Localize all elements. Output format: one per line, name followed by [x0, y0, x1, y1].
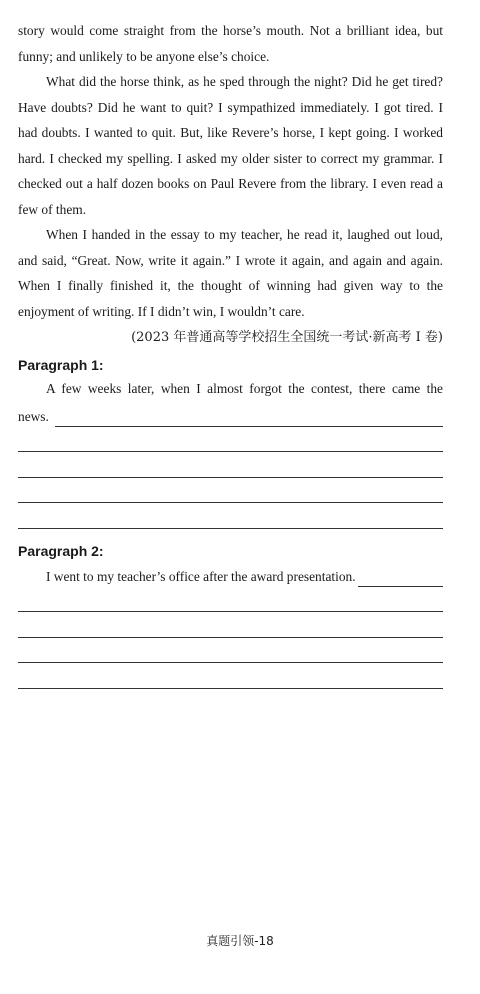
answer-line[interactable] [358, 570, 443, 587]
answer-line[interactable] [18, 427, 443, 453]
answer-line[interactable] [18, 612, 443, 638]
page-number: 真题引领-18 [206, 934, 274, 948]
paragraph-2-title: Paragraph 2: [18, 542, 104, 559]
paragraph-1-prompt-continuation: news. [18, 408, 49, 424]
paragraph-2-prompt: I went to my teacher’s office after the award presentation. [46, 568, 356, 584]
answer-line[interactable] [18, 478, 443, 504]
answer-line[interactable] [55, 410, 443, 427]
answer-line[interactable] [18, 587, 443, 613]
answer-line[interactable] [18, 452, 443, 478]
answer-line[interactable] [18, 638, 443, 664]
paragraph-2-first-answer-row [18, 562, 443, 587]
answer-line[interactable] [18, 503, 443, 529]
paragraph-1-first-answer-row [18, 402, 443, 427]
passage-paragraph-teacher: When I handed in the essay to my teacher, he read it, laughed out loud, and said, “Great. Now, write it again.” I wrote it again, and again and again. When I finally finished it, the thought of winning had given way to the enjoyment of writing. If I didn’t win, I wouldn’t care. [18, 227, 443, 319]
answer-line[interactable] [18, 663, 443, 689]
paragraph-1-title: Paragraph 1: [18, 357, 104, 373]
page-content [18, 18, 443, 689]
passage-paragraph-continued: story would come straight from the horse’s mouth. Not a brilliant idea, but funny; and unlikely to be anyone else’s choice. [18, 23, 443, 64]
passage-paragraph-horse: What did the horse think, as he sped through the night? Did he get tired? Have doubts? Did he want to quit? I sympathized immediately. I got tired. I had doubts. I wanted to quit. But, like Revere’s horse, I kept going. I worked hard. I checked my spelling. I asked my older sister to correct my grammar. I checked out a half dozen books on Paul Revere from the library. I even read a few of them. [18, 74, 443, 217]
paragraph-1-prompt: A few weeks later, when I almost forgot the contest, there came the [46, 381, 443, 396]
exam-source-citation: (2023 年普通高等学校招生全国统一考试·新高考 I 卷) [131, 330, 443, 345]
